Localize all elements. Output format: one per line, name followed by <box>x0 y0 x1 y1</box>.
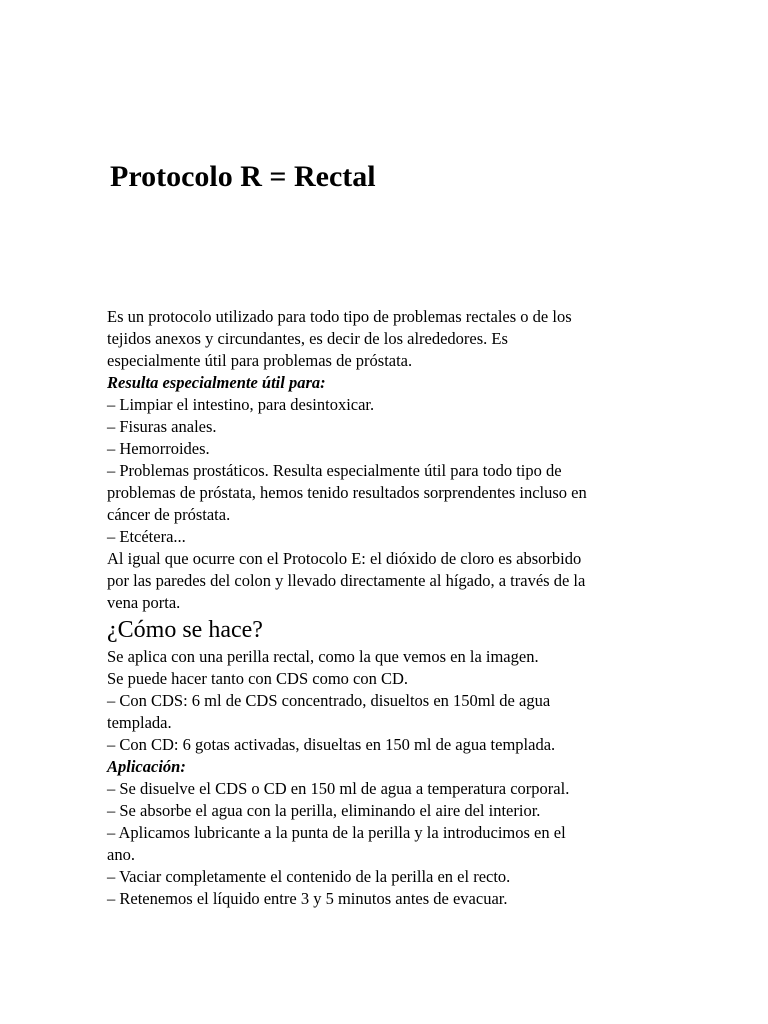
text-line: Se aplica con una perilla rectal, como la que vemos en la imagen. <box>107 647 539 666</box>
list-item: – Problemas prostáticos. Resulta especialmente útil para todo tipo de <box>107 461 562 480</box>
list-item: – Fisuras anales. <box>107 417 217 436</box>
text-line: por las paredes del colon y llevado directamente al hígado, a través de la <box>107 571 586 590</box>
list-item: – Con CDS: 6 ml de CDS concentrado, disueltos en 150ml de agua <box>107 691 551 710</box>
absorption-paragraph <box>107 548 667 614</box>
list-item-continuation: problemas de próstata, hemos tenido resultados sorprendentes incluso en <box>107 483 587 502</box>
application-heading: Aplicación: <box>107 757 186 776</box>
text-line: especialmente útil para problemas de próstata. <box>107 351 413 370</box>
list-item: – Etcétera... <box>107 527 186 546</box>
text-line: Se puede hacer tanto con CDS como con CD. <box>107 669 409 688</box>
application-list <box>107 778 667 910</box>
page-title: Protocolo R = Rectal <box>110 160 376 193</box>
intro-paragraph <box>107 306 667 372</box>
list-item: – Vaciar completamente el contenido de la perilla en el recto. <box>107 867 511 886</box>
list-item: – Limpiar el intestino, para desintoxicar. <box>107 395 375 414</box>
list-item-continuation: ano. <box>107 845 135 864</box>
list-item: – Hemorroides. <box>107 439 210 458</box>
list-item: – Se absorbe el agua con la perilla, eliminando el aire del interior. <box>107 801 541 820</box>
text-line: Al igual que ocurre con el Protocolo E: el dióxido de cloro es absorbido <box>107 549 582 568</box>
text-line: vena porta. <box>107 593 181 612</box>
list-item-continuation: templada. <box>107 713 172 732</box>
list-item-continuation: cáncer de próstata. <box>107 505 231 524</box>
how-heading: ¿Cómo se hace? <box>107 617 263 643</box>
list-item: – Se disuelve el CDS o CD en 150 ml de agua a temperatura corporal. <box>107 779 570 798</box>
uses-heading: Resulta especialmente útil para: <box>107 373 326 392</box>
list-item: – Retenemos el líquido entre 3 y 5 minutos antes de evacuar. <box>107 889 508 908</box>
text-line: tejidos anexos y circundantes, es decir de los alrededores. Es <box>107 329 508 348</box>
document-body <box>107 306 667 910</box>
text-line: Es un protocolo utilizado para todo tipo de problemas rectales o de los <box>107 307 572 326</box>
how-section <box>107 646 667 756</box>
list-item: – Aplicamos lubricante a la punta de la perilla y la introducimos en el <box>107 823 566 842</box>
list-item: – Con CD: 6 gotas activadas, disueltas en 150 ml de agua templada. <box>107 735 556 754</box>
uses-list <box>107 394 667 548</box>
